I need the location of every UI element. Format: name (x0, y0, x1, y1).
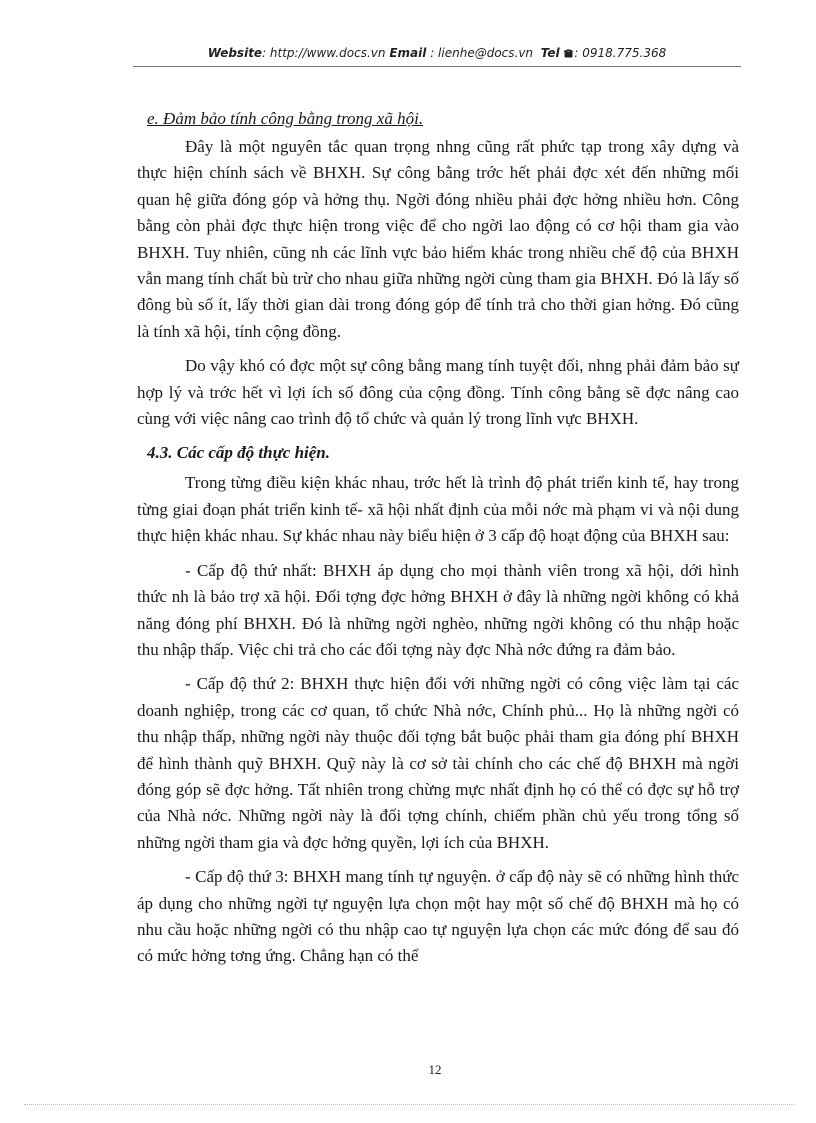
section-e-heading: e. Đảm bảo tính công bằng trong xã hội. (147, 109, 424, 128)
page-header (133, 46, 741, 60)
email-label: Email (389, 46, 427, 60)
tel-label: Tel (540, 46, 560, 60)
paragraph: - Cấp độ thứ nhất: BHXH áp dụng cho mọi thành viên trong xã hội, dới hình thức nh là bảo trợ xã hội. Đối tợng đợc hởng BHXH ở đây là những ngời không có khả năng đóng phí BHXH. Đó là những ngời nghèo, những ngời không có thu nhập hoặc thu nhập thấp. Việc chi trả cho các đối tợng này đợc Nhà nớc đứng ra đảm bảo. (137, 560, 739, 659)
paragraph: - Cấp độ thứ 3: BHXH mang tính tự nguyện. ở cấp độ này sẽ có những hình thức áp dụng cho những ngời tự nguyện lựa chọn một hay một số chế độ BHXH mà họ có nhu cầu hoặc những ngời có thu nhập cao tự nguyện lựa chọn các mức đóng để sau đó có mức hởng tơng ứng. Chẳng hạn có thể (137, 867, 739, 966)
paragraph: Do vậy khó có đợc một sự công bằng mang tính tuyệt đối, nhng phải đảm bảo sự hợp lý và trớc hết vì lợi ích số đông của cộng đồng. Tính công bằng sẽ đợc nâng cao cùng với việc nâng cao trình độ tổ chức và quản lý trong lĩnh vực BHXH. (137, 356, 739, 429)
tel-value: : 0918.775.368 (574, 46, 667, 60)
email-value: : lienhe@docs.vn (430, 46, 534, 60)
paragraph: Đây là một nguyên tắc quan trọng nhng cũng rất phức tạp trong xây dựng và thực hiện chính sách về BHXH. Sự công bằng trớc hết phải đợc xét đến những mối quan hệ giữa đóng góp và hởng thụ. Ngời đóng nhiều phải đợc hởng nhiều hơn. Công bằng còn phải đợc thực hiện trong việc để cho ngời lao động có cơ hội tham gia vào BHXH. Tuy nhiên, cũng nh các lĩnh vực bảo hiểm khác trong nhiều chế độ của BHXH vẫn mang tính chất bù trừ cho nhau giữa những ngời cùng tham gia BHXH. Đó là lấy số đông bù số ít, lấy thời gian dài trong đóng góp để tính trả cho thời gian hởng. Đó cũng là tính xã hội, tính cộng đồng. (137, 137, 739, 341)
page-number: 12 (428, 1062, 442, 1077)
website-label: Website (207, 46, 263, 60)
header-divider (133, 66, 741, 67)
telephone-icon (563, 46, 574, 60)
website-value: : http://www.docs.vn (262, 46, 386, 60)
paragraph: - Cấp độ thứ 2: BHXH thực hiện đối với những ngời có công việc làm tại các doanh nghiệp, trong các cơ quan, tổ chức Nhà nớc, Chính phủ... Họ là những ngời có thu nhập thấp, những ngời này thuộc đối tợng bắt buộc phải tham gia đóng phí BHXH để hình thành quỹ BHXH. Quỹ này là cơ sở tài chính cho các chế độ BHXH mà ngời đóng góp sẽ đợc hởng. Tất nhiên trong chừng mực nhất định họ có thể có đợc sự hỗ trợ của Nhà nớc. Những ngời này là đối tợng chính, chiếm phần chủ yếu trong tổng số những ngời tham gia và đợc hởng quyền, lợi ích của BHXH. (137, 674, 739, 852)
document-body (137, 106, 739, 978)
footer-divider (24, 1104, 794, 1105)
section-4-3-heading: 4.3. Các cấp độ thực hiện. (147, 443, 331, 463)
paragraph: Trong từng điều kiện khác nhau, trớc hết là trình độ phát triển kinh tế, hay trong từng giai đoạn phát triển kinh tế- xã hội nhất định của mỗi nớc mà phạm vi và nội dung thực hiện khác nhau. Sự khác nhau này biểu hiện ở 3 cấp độ hoạt động của BHXH sau: (137, 473, 739, 546)
